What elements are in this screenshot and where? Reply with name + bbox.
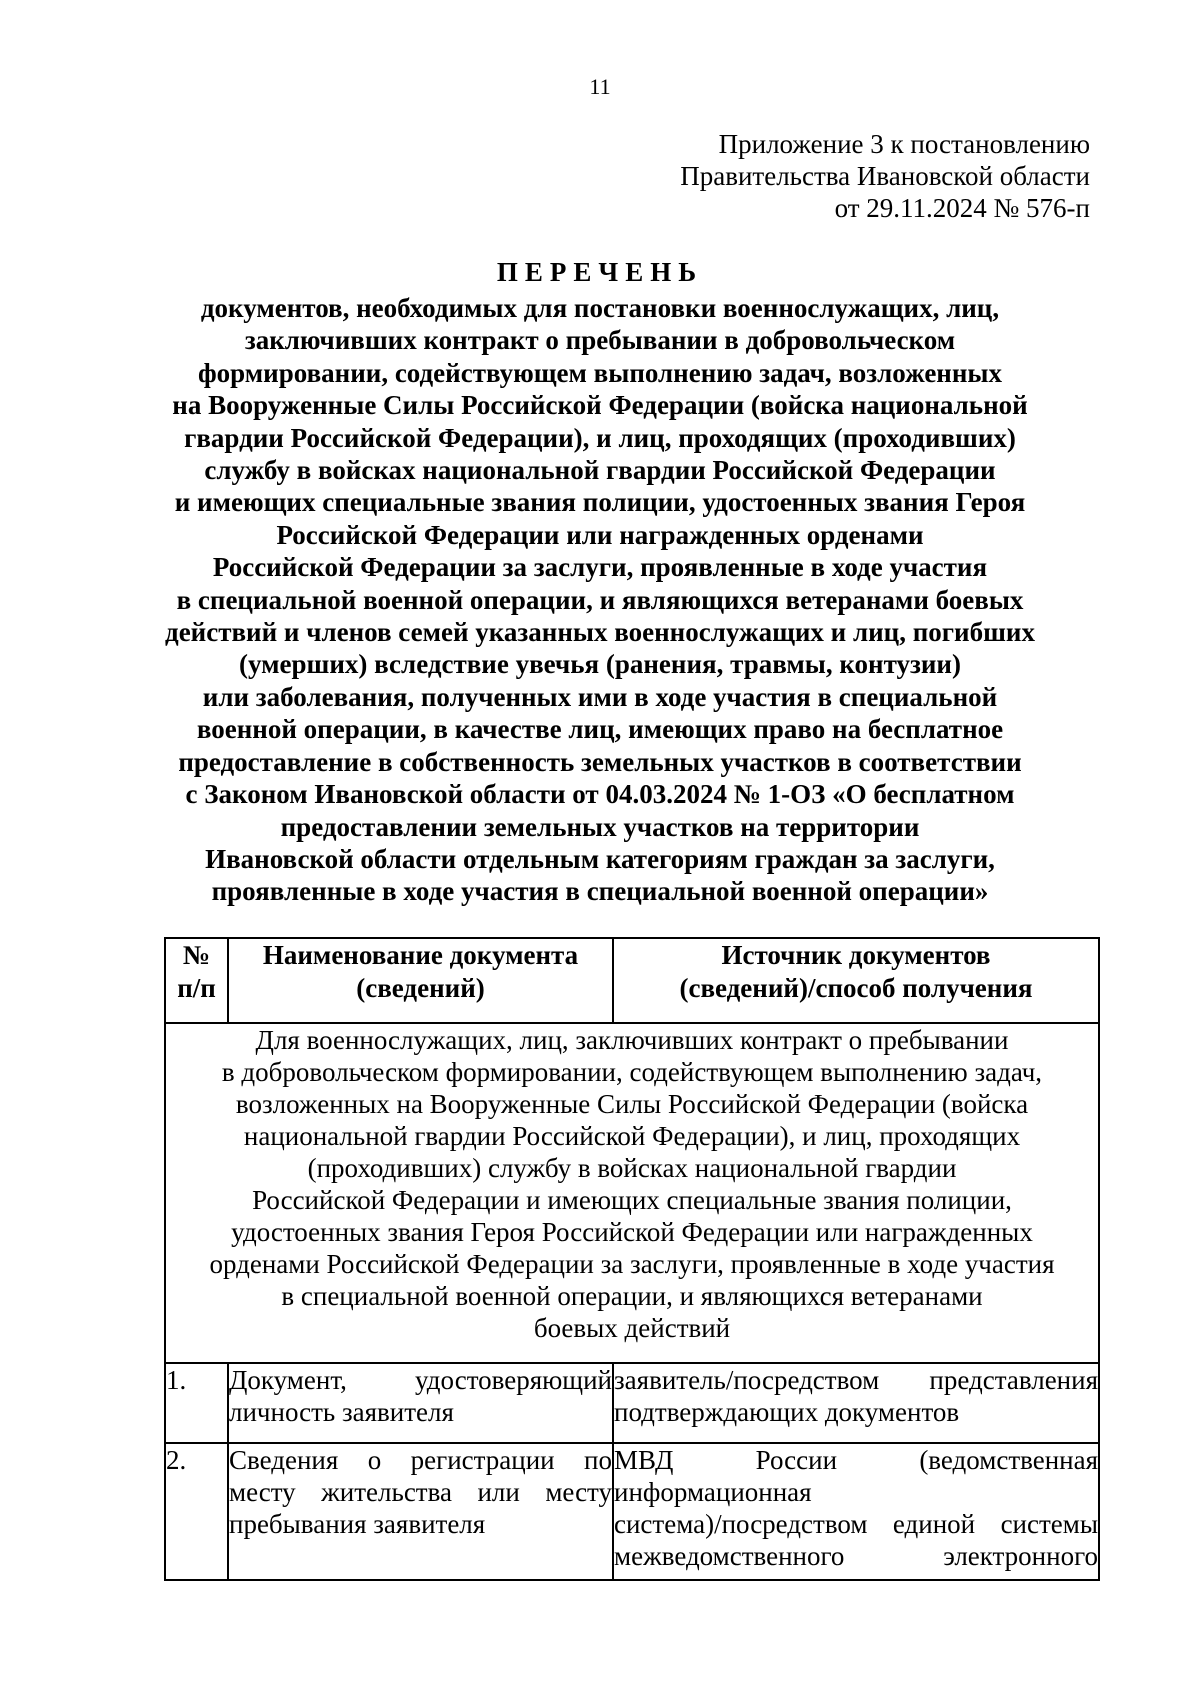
subtitle-line: гвардии Российской Федерации), и лиц, проходящих (проходивших)	[184, 422, 1016, 453]
appendix-line-2: Правительства Ивановской области	[680, 161, 1090, 191]
header-num-line1: №	[182, 940, 211, 970]
subtitle-line: проявленные в ходе участия в специальной военной операции»	[211, 876, 989, 907]
row-number: 2.	[165, 1443, 228, 1580]
header-source-line1: Источник документов	[721, 940, 991, 970]
section-line: в специальной военной операции, и являющихся ветеранами	[281, 1281, 983, 1311]
cell-line: личность заявителя	[229, 1397, 454, 1427]
row-source	[613, 1363, 1099, 1443]
header-num	[165, 938, 228, 1023]
cell-line: Документ, удостоверяющий	[229, 1365, 612, 1395]
section-heading	[165, 1023, 1099, 1363]
documents-table	[164, 937, 1100, 1581]
header-source	[613, 938, 1099, 1023]
subtitle-line: военной операции, в качестве лиц, имеющих право на бесплатное	[196, 714, 1004, 745]
cell-line: МВД России (ведомственная	[614, 1445, 1098, 1475]
cell-line: пребывания заявителя	[229, 1509, 486, 1539]
section-line: Для военнослужащих, лиц, заключивших контракт о пребывании	[255, 1025, 1009, 1055]
subtitle-line: формировании, содействующем выполнению задач, возложенных	[197, 357, 1002, 388]
subtitle-line: заключивших контракт о пребывании в добровольческом	[244, 325, 956, 356]
table-section-row	[165, 1023, 1099, 1363]
subtitle-line: предоставлении земельных участков на территории	[280, 811, 920, 842]
row-document-name	[228, 1443, 613, 1580]
section-line: национальной гвардии Российской Федерации), и лиц, проходящих	[243, 1121, 1021, 1151]
header-num-line2: п/п	[177, 973, 216, 1003]
section-line: Российской Федерации и имеющих специальные звания полиции,	[252, 1185, 1012, 1215]
subtitle-line: предоставление в собственность земельных участков в соответствии	[178, 746, 1022, 777]
cell-line: межведомственного электронного	[614, 1541, 1098, 1571]
section-line: орденами Российской Федерации за заслуги, проявленные в ходе участия	[209, 1249, 1055, 1279]
row-source	[613, 1443, 1099, 1580]
subtitle-line: с Законом Ивановской области от 04.03.2024 № 1-ОЗ «О бесплатном	[185, 779, 1015, 810]
cell-line: месту жительства или месту	[229, 1477, 612, 1507]
appendix-header	[680, 128, 1090, 224]
subtitle-line: Российской Федерации за заслуги, проявленные в ходе участия	[212, 552, 988, 583]
header-name-line1: Наименование документа	[262, 940, 579, 970]
subtitle-line: службу в войсках национальной гвардии Российской Федерации	[204, 455, 996, 486]
document-title: ПЕРЕЧЕНЬ	[496, 257, 704, 287]
section-line: (проходивших) службу в войсках национальной гвардии	[307, 1153, 957, 1183]
cell-line: Сведения о регистрации по	[229, 1445, 612, 1475]
subtitle-line: (умерших) вследствие увечья (ранения, травмы, контузии)	[239, 649, 961, 680]
row-document-name	[228, 1363, 613, 1443]
section-line: удостоенных звания Героя Российской Федерации или награжденных	[231, 1217, 1033, 1247]
subtitle-line: и имеющих специальные звания полиции, удостоенных звания Героя	[174, 487, 1026, 518]
document-subtitle	[0, 292, 1200, 908]
cell-line: подтверждающих документов	[614, 1397, 960, 1427]
table-header-row	[165, 938, 1099, 1023]
header-document-name	[228, 938, 613, 1023]
cell-line: система)/посредством единой системы	[614, 1509, 1098, 1539]
subtitle-line: документов, необходимых для постановки военнослужащих, лиц,	[200, 293, 1000, 323]
subtitle-line: на Вооруженные Силы Российской Федерации (войска национальной	[172, 390, 1028, 421]
table-row	[165, 1443, 1099, 1580]
subtitle-line: действий и членов семей указанных военнослужащих и лиц, погибших	[165, 617, 1035, 648]
row-number: 1.	[165, 1363, 228, 1443]
subtitle-line: Российской Федерации или награжденных орденами	[276, 519, 924, 550]
cell-line: информационная	[614, 1477, 812, 1507]
header-source-line2: (сведений)/способ получения	[679, 973, 1033, 1003]
appendix-line-3: от 29.11.2024 № 576-п	[834, 193, 1090, 223]
subtitle-line: в специальной военной операции, и являющихся ветеранами боевых	[176, 584, 1024, 615]
table-row	[165, 1363, 1099, 1443]
header-name-line2: (сведений)	[356, 973, 485, 1003]
section-line: в добровольческом формировании, содействующем выполнению задач,	[221, 1057, 1043, 1087]
section-line: возложенных на Вооруженные Силы Российской Федерации (войска	[235, 1089, 1029, 1119]
subtitle-line: или заболевания, полученных ими в ходе участия в специальной	[202, 681, 998, 712]
section-line: боевых действий	[533, 1313, 731, 1343]
appendix-line-1: Приложение 3 к постановлению	[718, 129, 1090, 159]
subtitle-line: Ивановской области отдельным категориям граждан за заслуги,	[205, 843, 995, 874]
cell-line: заявитель/посредством представления	[614, 1365, 1098, 1395]
page-number: 11	[589, 74, 611, 99]
